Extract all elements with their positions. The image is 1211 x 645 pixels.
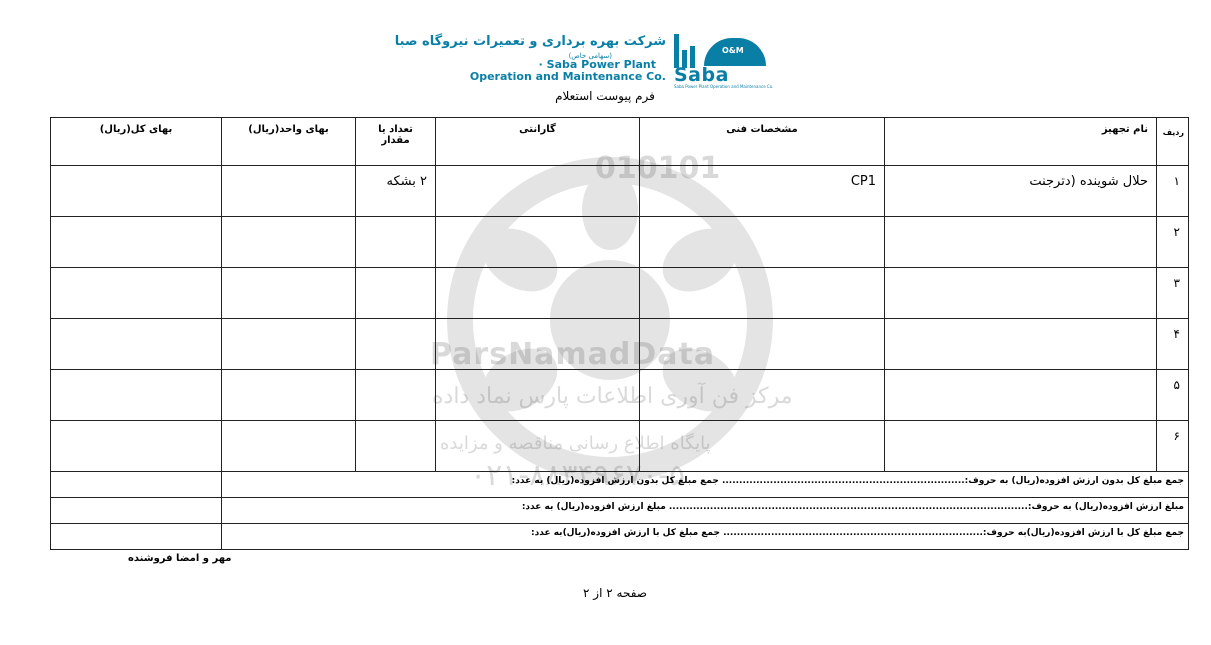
form-title: فرم پیوست استعلام <box>555 89 655 103</box>
cell-unit-price <box>222 370 356 421</box>
header-row-no: ردیف <box>1157 118 1189 166</box>
cell-specs <box>640 268 885 319</box>
summary-row <box>51 472 1189 498</box>
page-number: صفحه ۲ از ۲ <box>583 586 647 600</box>
summary-total-with-vat: جمع مبلغ کل با ارزش افزوده(ریال)به حروف:............................................................................ جمع مبلغ کل با ارزش افزوده(ریال)به عدد: <box>222 524 1189 550</box>
cell-specs <box>640 319 885 370</box>
cell-unit-price <box>222 166 356 217</box>
cell-row-no: ۱ <box>1157 166 1189 217</box>
cell-total-price <box>51 421 222 472</box>
cell-warranty <box>436 421 640 472</box>
cell-row-no: ۶ <box>1157 421 1189 472</box>
header-unit-price: بهای واحد(ریال) <box>222 118 356 166</box>
cell-equipment <box>885 370 1157 421</box>
summary-total-with-vat-value <box>51 524 222 550</box>
table-header-row <box>51 118 1189 166</box>
logo-tagline: Saba Power Plant Operation and Maintenance Co. <box>674 84 774 89</box>
watermark-brand: ParsNamadData <box>430 337 716 372</box>
cell-warranty <box>436 268 640 319</box>
seller-signature-label: مهر و امضا فروشنده <box>128 553 232 564</box>
cell-unit-price <box>222 268 356 319</box>
header-total-price: بهای کل(ریال) <box>51 118 222 166</box>
company-name-en-line2: Operation and Maintenance Co. <box>469 70 666 83</box>
cell-row-no: ۲ <box>1157 217 1189 268</box>
cell-equipment <box>885 319 1157 370</box>
summary-row <box>51 524 1189 550</box>
cell-equipment: حلال شوینده (دترجنت <box>885 166 1157 217</box>
header-equipment: نام تجهیز <box>885 118 1157 166</box>
table-row <box>51 421 1189 472</box>
cell-total-price <box>51 319 222 370</box>
cell-warranty <box>436 217 640 268</box>
header-warranty: گارانتی <box>436 118 640 166</box>
cell-warranty <box>436 370 640 421</box>
table-row <box>51 166 1189 217</box>
cell-row-no: ۵ <box>1157 370 1189 421</box>
cell-quantity <box>356 370 436 421</box>
header-specs: مشخصات فنی <box>640 118 885 166</box>
summary-row <box>51 498 1189 524</box>
cell-unit-price <box>222 319 356 370</box>
inquiry-table <box>50 117 1189 550</box>
cell-total-price <box>51 268 222 319</box>
cell-row-no: ۳ <box>1157 268 1189 319</box>
table-row <box>51 268 1189 319</box>
watermark-phone: ۰۲۱-۸۸۳۴۹۶۷۰-۵ <box>470 458 686 493</box>
cell-total-price <box>51 370 222 421</box>
cell-quantity <box>356 268 436 319</box>
company-name-fa: شرکت بهره برداری و تعمیرات نیروگاه صبا <box>394 34 666 49</box>
cell-warranty <box>436 319 640 370</box>
cell-equipment <box>885 421 1157 472</box>
cell-quantity <box>356 421 436 472</box>
cell-equipment <box>885 217 1157 268</box>
logo-bars-icon <box>674 34 702 68</box>
company-type: (سهامی خاص) <box>568 52 612 60</box>
cell-row-no: ۴ <box>1157 319 1189 370</box>
cell-quantity <box>356 319 436 370</box>
logo-disc-icon: O&M <box>704 38 766 66</box>
watermark-fa-text-2: پایگاه اطلاع رسانی مناقصه و مزایده <box>440 433 711 454</box>
cell-quantity <box>356 217 436 268</box>
summary-total-without-vat: جمع مبلغ کل بدون ارزش افزوده(ریال) به حروف:....................................................................... جمع مبلغ کل بدون ارزش افزوده(ریال) به عدد: <box>222 472 1189 498</box>
cell-total-price <box>51 166 222 217</box>
company-logo <box>674 34 774 89</box>
cell-warranty <box>436 166 640 217</box>
cell-specs <box>640 370 885 421</box>
table-row <box>51 370 1189 421</box>
watermark-fa-text: مرکز فن آوری اطلاعات پارس نماد داده <box>432 384 793 409</box>
cell-equipment <box>885 268 1157 319</box>
letterhead <box>394 30 774 90</box>
cell-unit-price <box>222 217 356 268</box>
company-name-en-line1: · Saba Power Plant <box>538 58 656 71</box>
cell-total-price <box>51 217 222 268</box>
header-quantity: تعداد یا مقدار <box>356 118 436 166</box>
table-row <box>51 319 1189 370</box>
cell-unit-price <box>222 421 356 472</box>
watermark-binary: 010101 <box>595 151 721 186</box>
cell-quantity: ۲ بشکه <box>356 166 436 217</box>
cell-specs <box>640 217 885 268</box>
summary-vat-amount: مبلغ ارزش افزوده(ریال) به حروف:......................................................................................................... مبلغ ارزش افزوده(ریال) به عدد: <box>222 498 1189 524</box>
logo-word: Saba <box>674 64 729 86</box>
cell-specs: CP1 <box>640 166 885 217</box>
cell-specs <box>640 421 885 472</box>
summary-vat-amount-value <box>51 498 222 524</box>
summary-total-without-vat-value <box>51 472 222 498</box>
table-row <box>51 217 1189 268</box>
